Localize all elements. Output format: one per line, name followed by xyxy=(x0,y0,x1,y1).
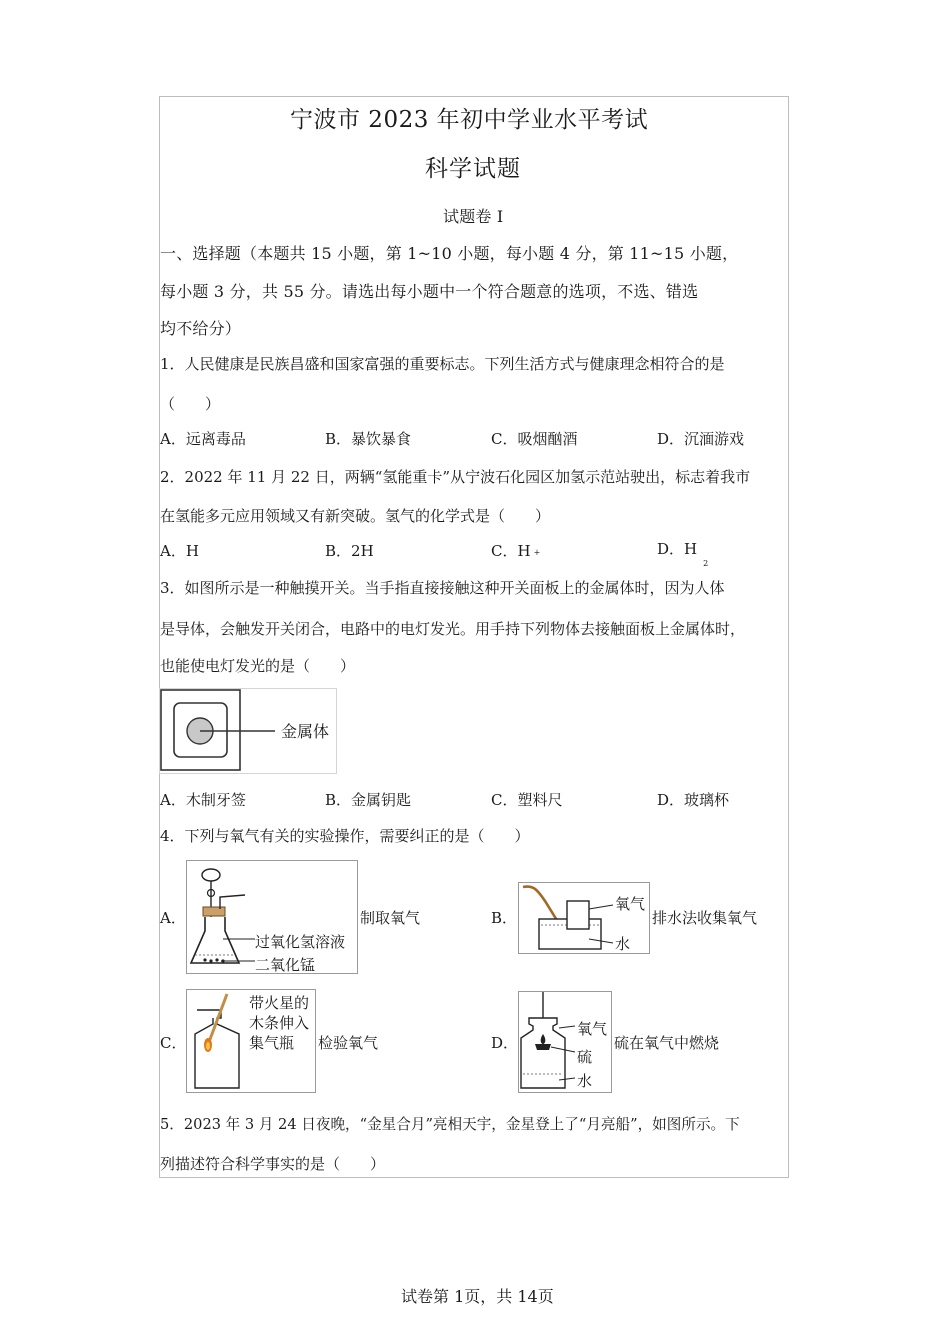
question-1-option-c: C．吸烟酗酒 xyxy=(491,430,578,448)
question-1-stem: 1．人民健康是民族昌盛和国家富强的重要标志。下列生活方式与健康理念相符合的是 xyxy=(160,355,725,373)
question-4-option-c-prefix: C． xyxy=(160,1034,187,1052)
question-3-option-c: C．塑料尺 xyxy=(491,791,563,809)
question-1-option-d: D．沉湎游戏 xyxy=(657,430,745,448)
glowing-splint-label-3: 集气瓶 xyxy=(249,1034,295,1052)
oxygen-preparation-figure xyxy=(186,860,358,974)
metal-body-label: 金属体 xyxy=(281,722,330,741)
question-2-stem-2: 在氢能多元应用领域又有新突破。氢气的化学式是（ ） xyxy=(160,507,551,525)
question-3-option-b: B．金属钥匙 xyxy=(325,791,412,809)
question-2-option-a: A．H xyxy=(160,542,199,560)
paper-label: 试题卷 I xyxy=(443,207,504,226)
glowing-splint-label-2: 木条伸入 xyxy=(249,1014,310,1032)
question-3-option-a: A．木制牙签 xyxy=(160,791,246,809)
section-instructions-3: 均不给分） xyxy=(160,319,242,338)
question-2-option-c-text: C．H xyxy=(491,542,531,560)
sulfur-label-d: 硫 xyxy=(577,1048,593,1066)
question-2-option-b: B．2H xyxy=(325,542,374,560)
water-label-b: 水 xyxy=(615,935,631,953)
question-4-option-d-prefix: D． xyxy=(491,1034,519,1052)
question-2-option-d-sub: 2 xyxy=(703,559,709,568)
page-footer: 试卷第 1页，共 14页 xyxy=(401,1287,554,1306)
question-1-option-a: A．远离毒品 xyxy=(160,430,246,448)
question-2-option-c xyxy=(491,540,541,561)
question-3-stem-2: 是导体，会触发开关闭合，电路中的电灯发光。用手持下列物体去接触面板上金属体时， xyxy=(160,620,746,638)
exam-subtitle: 科学试题 xyxy=(425,156,521,182)
question-2-option-c-sup: + xyxy=(533,548,541,557)
question-2-option-d-text: D．H xyxy=(657,540,698,558)
question-4-option-a-caption: 制取氧气 xyxy=(360,909,421,927)
question-1-option-b: B．暴饮暴食 xyxy=(325,430,412,448)
section-instructions-1: 一、选择题（本题共 15 小题，第 1~10 小题，每小题 4 分，第 11~15 小题， xyxy=(160,244,739,263)
oxygen-test-figure xyxy=(186,989,316,1093)
exam-title: 宁波市 2023 年初中学业水平考试 xyxy=(290,107,649,133)
touch-switch-figure xyxy=(159,688,337,774)
question-4-option-c-caption: 检验氧气 xyxy=(318,1034,379,1052)
question-3-stem-1: 3．如图所示是一种触摸开关。当手指直接接触这种开关面板上的金属体时，因为人体 xyxy=(160,579,725,597)
oxygen-label-d: 氧气 xyxy=(577,1020,608,1038)
question-4-option-b-caption: 排水法收集氧气 xyxy=(652,909,758,927)
question-4-option-d-caption: 硫在氧气中燃烧 xyxy=(614,1034,720,1052)
question-4-stem: 4．下列与氧气有关的实验操作，需要纠正的是（ ） xyxy=(160,827,530,845)
question-4-option-b-prefix: B． xyxy=(491,909,518,927)
hydrogen-peroxide-label: 过氧化氢溶液 xyxy=(255,933,346,951)
question-2-option-d xyxy=(657,538,709,568)
question-4-option-a-prefix: A． xyxy=(160,909,186,927)
section-instructions-2: 每小题 3 分，共 55 分。请选出每小题中一个符合题意的选项，不选、错选 xyxy=(160,282,699,301)
manganese-dioxide-label: 二氧化锰 xyxy=(255,956,316,974)
question-2-stem-1: 2．2022 年 11 月 22 日，两辆“氢能重卡”从宁波石化园区加氢示范站驶出，标志着我市 xyxy=(160,468,751,486)
sulfur-burning-drawing xyxy=(519,992,611,1092)
question-5-stem-1: 5．2023 年 3 月 24 日夜晚，“金星合月”亮相天宇，金星登上了“月亮船”，如图所示。下 xyxy=(160,1116,740,1133)
question-3-option-d: D．玻璃杯 xyxy=(657,791,730,809)
question-3-stem-3: 也能使电灯发光的是（ ） xyxy=(160,657,356,675)
glowing-splint-label-1: 带火星的 xyxy=(249,994,310,1012)
oxygen-label-b: 氧气 xyxy=(615,895,646,913)
sulfur-burning-figure xyxy=(518,991,612,1093)
water-displacement-figure xyxy=(518,882,650,954)
question-1-bracket: （ ） xyxy=(160,395,221,413)
water-label-d: 水 xyxy=(577,1072,593,1090)
question-5-stem-2: 列描述符合科学事实的是（ ） xyxy=(160,1155,386,1173)
